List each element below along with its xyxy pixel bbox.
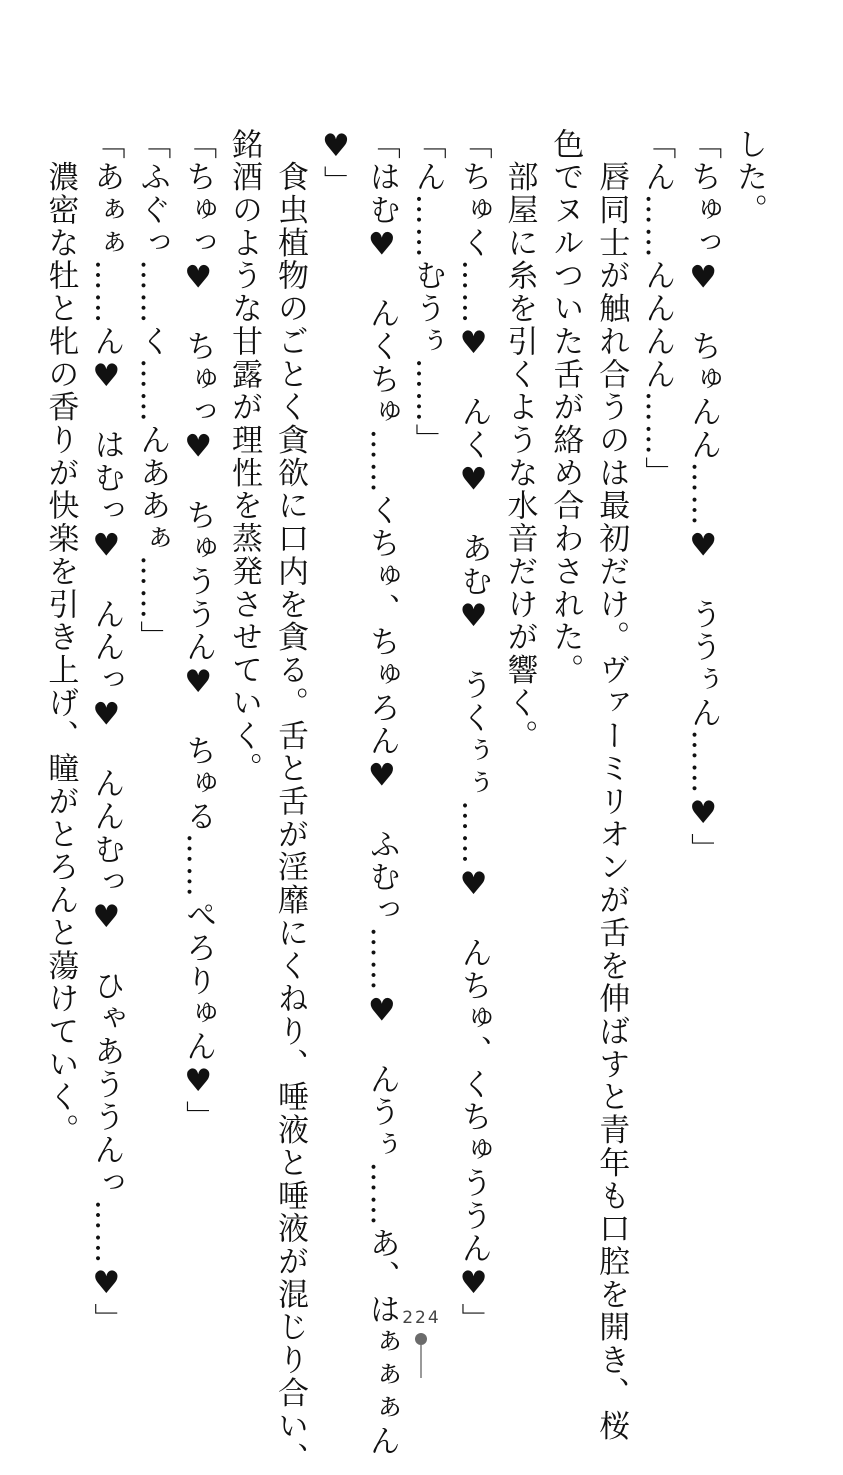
marker-dot (415, 1333, 427, 1345)
text-line: 「ちゅっ♥ ちゅんん……♥ ううぅん……♥」 (685, 128, 722, 866)
text-line: 「ん……んんんん……」 (639, 128, 676, 490)
text-line: 食虫植物のごとく貪欲に口内を貪る。舌と舌が淫靡にくねり、唾液と唾液が混じり合い、 (271, 128, 308, 1475)
text-line: 「ちゅく……♥ んく♥ あむ♥ うくぅぅ……♥ んちゅ、くちゅううん♥」 (455, 128, 492, 1336)
text-line: 「ん……むうぅ……」 (409, 128, 446, 457)
text-line: 「ふぐっ……く……んああぁ……」 (134, 128, 171, 654)
text-line: 「あぁぁ……ん♥ はむっ♥ んんっ♥ んんむっ♥ ひゃあううんっ……♥」 (88, 128, 125, 1336)
text-line: 銘酒のような甘露が理性を蒸発させていく。 (226, 128, 263, 786)
text-line: した。 (731, 128, 767, 227)
text-line: 「はむ♥ んくちゅ……くちゅ、ちゅろん♥ ふむっ……♥ んうぅ……あ、はぁぁぁん (363, 128, 400, 1458)
text-line: 唇同士が触れ合うのは最初だけ。ヴァーミリオンが舌を伸ばすと青年も口腔を開き、桜 (593, 128, 630, 1443)
page-marker-ornament (415, 1333, 429, 1378)
text-line: 色でヌルついた舌が絡め合わされた。 (547, 128, 584, 687)
marker-line (420, 1345, 422, 1378)
text-line: 濃密な牡と牝の香りが快楽を引き上げ、瞳がとろんと蕩けていく。 (42, 128, 79, 1147)
text-line: ♥」 (317, 128, 354, 199)
text-line: 部屋に糸を引くような水音だけが響く。 (501, 128, 538, 753)
page-number: 224 (402, 1308, 441, 1328)
text-line: 「ちゅっ♥ ちゅっ♥ ちゅううん♥ ちゅる……ぺろりゅん♥」 (180, 128, 217, 1134)
